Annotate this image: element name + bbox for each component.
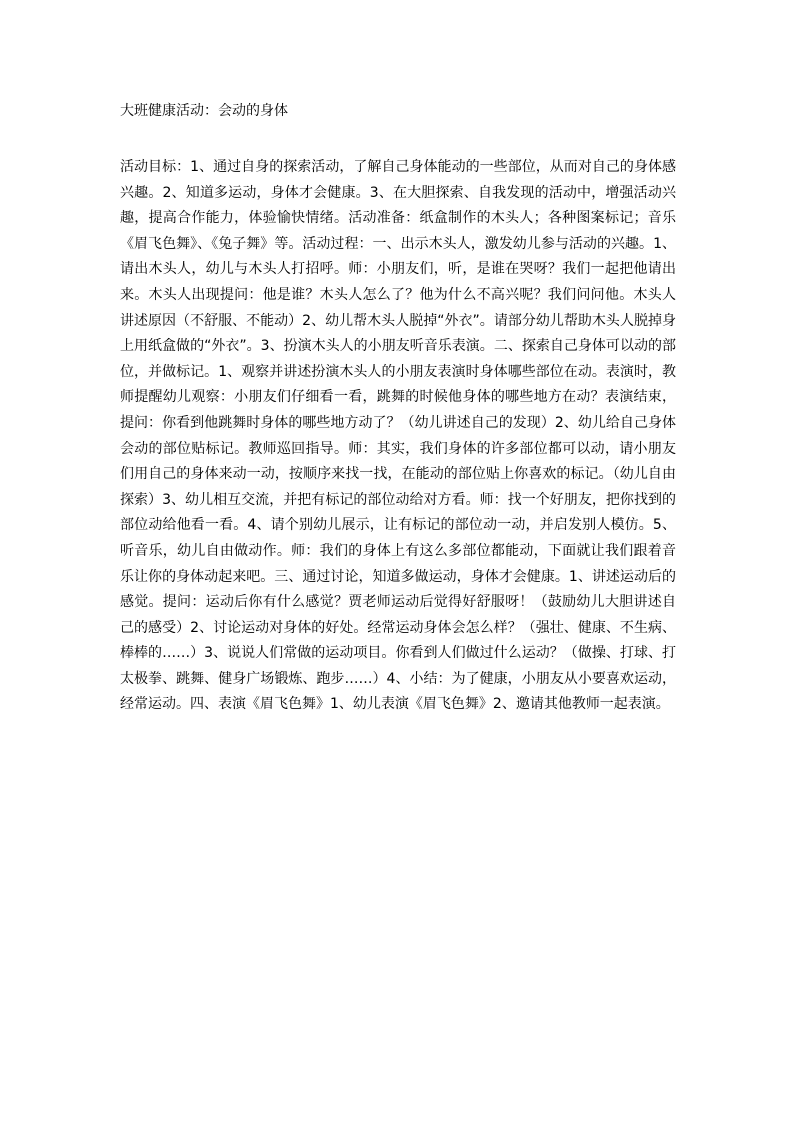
- document-body: 活动目标：1、通过自身的探索活动，了解自己身体能动的一些部位，从而对自己的身体感兴趣。2、知道多运动，身体才会健康。3、在大胆探索、自我发现的活动中，增强活动兴趣，提高合作能力，体验愉快情绪。活动准备：纸盒制作的木头人；各种图案标记；音乐《眉飞色舞》、《兔子舞》等。活动过程：一、出示木头人，激发幼儿参与活动的兴趣。1、请出木头人，幼儿与木头人打招呼。师：小朋友们，听，是谁在哭呀？我们一起把他请出来。木头人出现提问：他是谁？木头人怎么了？他为什么不高兴呢？我们问问他。木头人讲述原因（不舒服、不能动）2、幼儿帮木头人脱掉“外衣”。请部分幼儿帮助木头人脱掉身上用纸盒做的“外衣”。3、扮演木头人的小朋友听音乐表演。二、探索自己身体可以动的部位，并做标记。1、观察并讲述扮演木头人的小朋友表演时身体哪些部位在动。表演时，教师提醒幼儿观察：小朋友们仔细看一看，跳舞的时候他身体的哪些地方在动？表演结束，提问：你看到他跳舞时身体的哪些地方动了？（幼儿讲述自己的发现）2、幼儿给自己身体会动的部位贴标记。教师巡回指导。师：其实，我们身体的许多部位都可以动，请小朋友们用自己的身体来动一动，按顺序来找一找，在能动的部位贴上你喜欢的标记。（幼儿自由探索）3、幼儿相互交流，并把有标记的部位动给对方看。师：找一个好朋友，把你找到的部位动给他看一看。4、请个别幼儿展示，让有标记的部位动一动，并启发别人模仿。5、听音乐，幼儿自由做动作。师：我们的身体上有这么多部位都能动，下面就让我们跟着音乐让你的身体动起来吧。三、通过讨论，知道多做运动，身体才会健康。1、讲述运动后的感觉。提问：运动后你有什么感觉？贾老师运动后觉得好舒服呀！（鼓励幼儿大胆讲述自己的感受）2、讨论运动对身体的好处。经常运动身体会怎么样？（强壮、健康、不生病、棒棒的……）3、说说人们常做的运动项目。你看到人们做过什么运动？（做操、打球、打太极拳、跳舞、健身广场锻炼、跑步……）4、小结：为了健康，小朋友从小要喜欢运动，经常运动。四、表演《眉飞色舞》1、幼儿表演《眉飞色舞》2、邀请其他教师一起表演。: [120, 159, 676, 713]
- document-title: 大班健康活动：会动的身体: [120, 103, 288, 119]
